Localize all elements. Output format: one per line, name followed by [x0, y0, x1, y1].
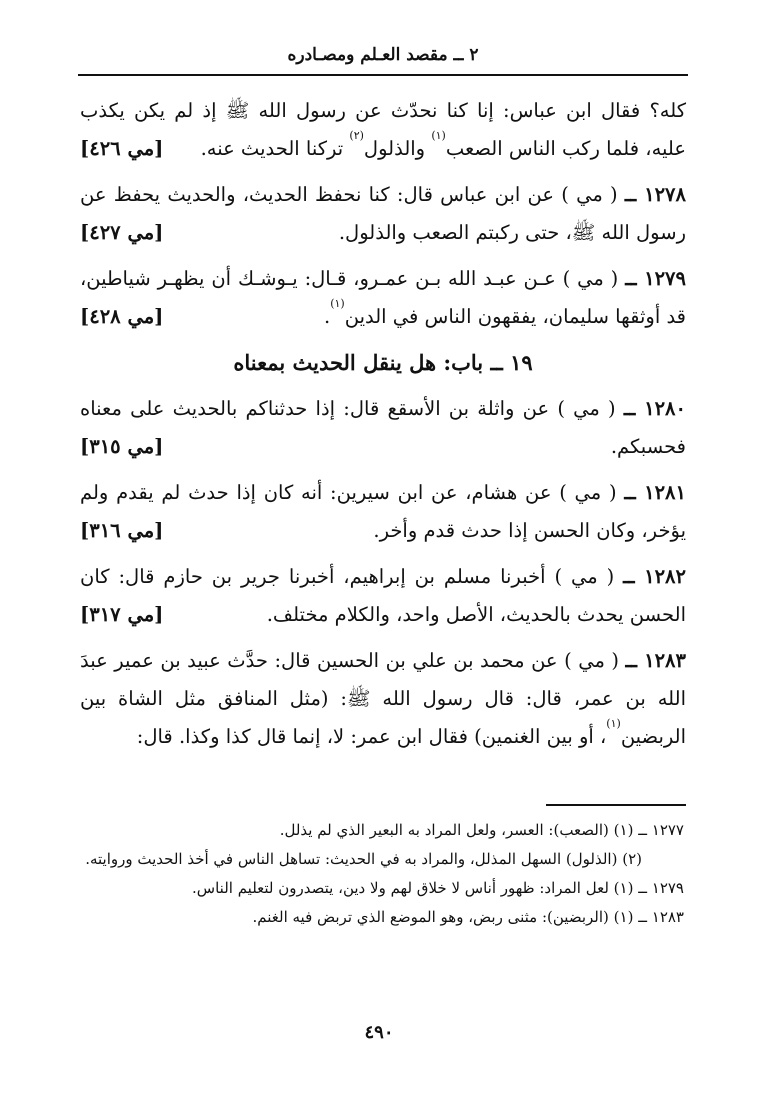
footnote: ١٢٧٧ ــ (١) (الصعب): العسر، ولعل المراد به البعير الذي لم يذلل. — [279, 821, 684, 839]
hadith-number: ١٢٨٣ ــ — [625, 649, 686, 672]
hadith-1281 — [80, 474, 686, 550]
footnote-separator — [546, 804, 686, 806]
hadith-1278 — [80, 176, 686, 252]
footnotes — [80, 816, 684, 932]
header-title: ٢ ــ مقصد العـلم ومصـادره — [287, 45, 479, 65]
paragraph-text: والذلول — [363, 137, 432, 160]
footnote: (٢) (الذلول) السهل المذلل، والمراد به في الحديث: تساهل الناس في أخذ الحديث وروايته. — [85, 850, 642, 868]
paragraph-text: ( مي ) عن هشام، عن ابن سيرين: أنه كان إذا حدث لم يقدم ولم يؤخر، وكان الحسن إذا حدث قدم وأخر. — [80, 481, 686, 542]
paragraph-text: ( مي ) عن ابن عباس قال: كنا نحفظ الحديث، والحديث يحفظ عن رسول الله ﷺ، حتى ركبتم الصعب والذلول. — [80, 183, 686, 244]
source-reference: [مي ٣١٧] — [80, 603, 164, 626]
paragraph-text: ، أو بين الغنمين) فقال ابن عمر: لا، إنما قال كذا وكذا. قال: — [136, 725, 607, 748]
paragraph-text: تركنا الحديث عنه. — [200, 137, 350, 160]
section-heading: ١٩ ــ باب: هل ينقل الحديث بمعناه — [233, 350, 533, 375]
paragraph-text: ( مي ) عن محمد بن علي بن الحسين قال: حدَّث عبيد بن عمير عبدَ الله بن عمر، قال: قال رسول الله ﷺ: (مثل المنافق مثل الشاة بين الربضين — [80, 649, 686, 748]
source-reference: [مي ٤٢٨] — [80, 305, 164, 328]
footnote-marker: (٢) — [349, 129, 364, 142]
hadith-1283 — [80, 642, 686, 756]
running-header — [78, 40, 688, 76]
paragraph-text: ( مي ) عن واثلة بن الأسقع قال: إذا حدثناكم بالحديث على معناه فحسبكم. — [80, 397, 686, 458]
source-reference: [مي ٣١٦] — [80, 519, 164, 542]
hadith-number: ١٢٧٩ ــ — [625, 267, 686, 290]
footnote-marker: (١) — [330, 297, 345, 310]
hadith-1282 — [80, 558, 686, 634]
footnote-marker: (١) — [606, 717, 621, 730]
source-reference: [مي ٤٢٦] — [80, 137, 164, 160]
hadith-number: ١٢٨١ ــ — [624, 481, 687, 504]
page-number: ٤٩٠ — [364, 1022, 394, 1043]
hadith-1280 — [80, 390, 686, 466]
source-reference: [مي ٤٢٧] — [80, 221, 164, 244]
hadith-number: ١٢٨٢ ــ — [623, 565, 686, 588]
paragraph-text: . — [324, 305, 331, 328]
paragraph-continuation — [80, 92, 686, 168]
hadith-number: ١٢٨٠ ــ — [623, 397, 687, 420]
footnote: ١٢٨٣ ــ (١) (الربضين): مثنى ربض، وهو الموضع الذي تربض فيه الغنم. — [252, 908, 684, 926]
hadith-number: ١٢٧٨ ــ — [624, 183, 686, 206]
paragraph-text: ( مي ) أخبرنا مسلم بن إبراهيم، أخبرنا جرير بن حازم قال: كان الحسن يحدث بالحديث، الأصل واحد، والكلام مختلف. — [80, 565, 686, 626]
main-text — [80, 92, 686, 764]
paragraph-text: ( مي ) عـن عبـد الله بـن عمـرو، قـال: يـوشـك أن يظهـر شياطين، قد أوثقها سليمان، يفقهون الناس في الدين — [80, 267, 686, 328]
footnote: ١٢٧٩ ــ (١) لعل المراد: ظهور أناس لا خلاق لهم ولا دين، يتصدرون لتعليم الناس. — [192, 879, 684, 897]
footnote-marker: (١) — [431, 129, 446, 142]
source-reference: [مي ٣١٥] — [80, 435, 164, 458]
hadith-1279 — [80, 260, 686, 336]
paragraph-text: كله؟ فقال ابن عباس: إنا كنا نحدّث عن رسول الله ﷺ إذ لم يكن يكذب عليه، فلما ركب الناس الصعب — [80, 99, 686, 160]
